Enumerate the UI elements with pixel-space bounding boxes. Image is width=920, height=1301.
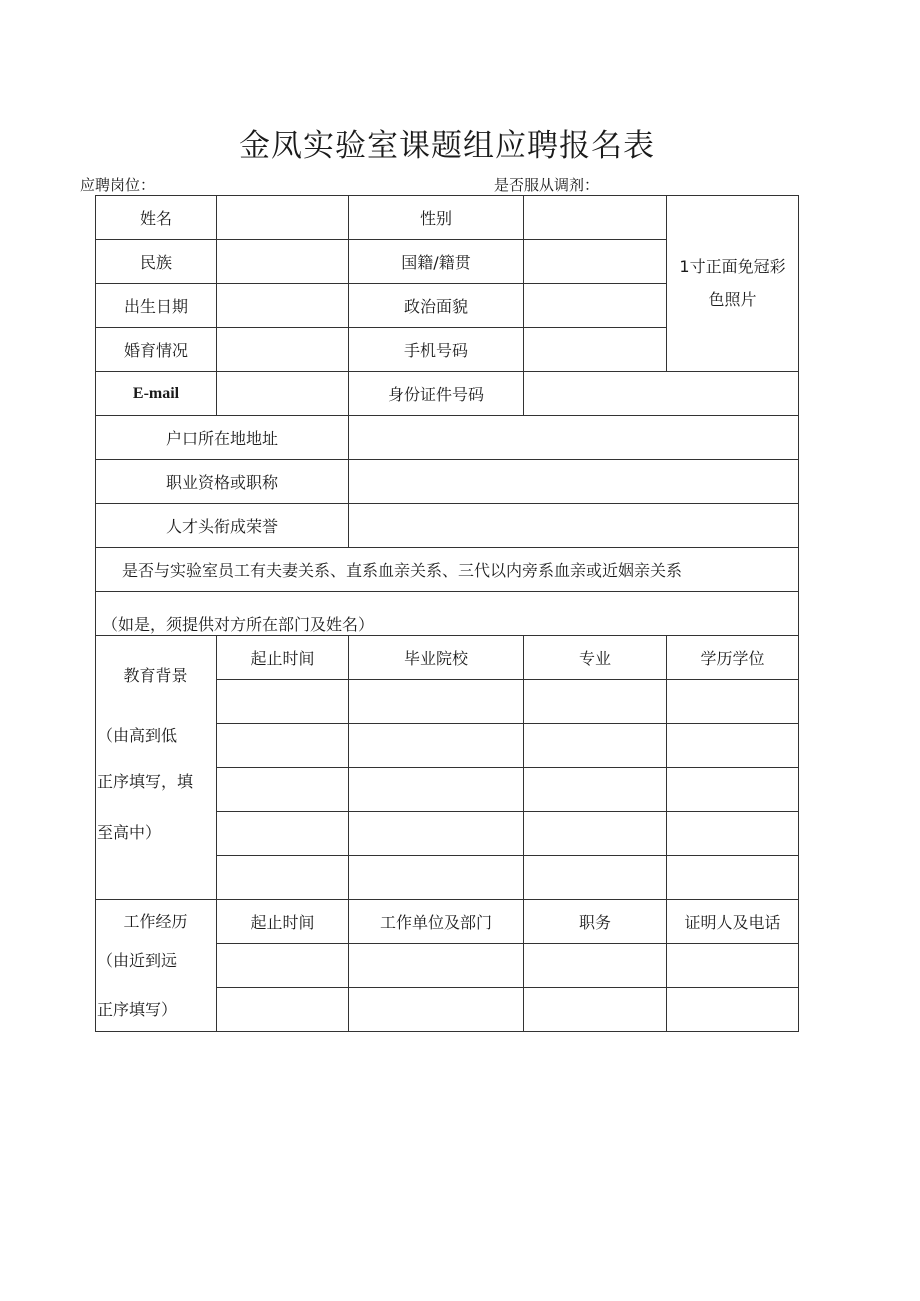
id-number-field[interactable] bbox=[524, 372, 799, 416]
political-label: 政治面貌 bbox=[349, 284, 524, 328]
table-row bbox=[96, 592, 799, 636]
page-title: 金凤实验室课题组应聘报名表 bbox=[239, 128, 655, 164]
edu-col-degree: 学历学位 bbox=[667, 636, 799, 680]
position-label: 应聘岗位： bbox=[80, 176, 156, 194]
birth-field[interactable] bbox=[217, 284, 349, 328]
honor-label: 人才头衔成荣誉 bbox=[96, 504, 349, 548]
table-row bbox=[96, 636, 799, 680]
education-label: 教育背景 bbox=[123, 666, 188, 685]
edu-col-major: 专业 bbox=[524, 636, 667, 680]
marital-label: 婚育情况 bbox=[96, 328, 217, 372]
nationality-label: 国籍/籍贯 bbox=[349, 240, 524, 284]
work-cell[interactable] bbox=[667, 944, 799, 988]
edu-cell[interactable] bbox=[217, 680, 349, 724]
table-row bbox=[96, 372, 799, 416]
hukou-field[interactable] bbox=[349, 416, 799, 460]
work-label: 工作经历 bbox=[123, 912, 188, 931]
edu-cell[interactable] bbox=[349, 724, 524, 768]
hukou-label: 户口所在地地址 bbox=[96, 416, 349, 460]
work-note-line1: （由近到远 bbox=[97, 951, 178, 970]
education-label-cell bbox=[96, 636, 217, 900]
ethnicity-label: 民族 bbox=[96, 240, 217, 284]
gender-field[interactable] bbox=[524, 196, 667, 240]
email-field[interactable] bbox=[217, 372, 349, 416]
phone-label: 手机号码 bbox=[349, 328, 524, 372]
nationality-field[interactable] bbox=[524, 240, 667, 284]
work-cell[interactable] bbox=[524, 944, 667, 988]
work-label-cell bbox=[96, 900, 217, 1032]
edu-cell[interactable] bbox=[217, 768, 349, 812]
marital-field[interactable] bbox=[217, 328, 349, 372]
edu-cell[interactable] bbox=[524, 768, 667, 812]
education-note-line2: 正序填写，填 bbox=[97, 772, 194, 791]
edu-cell[interactable] bbox=[524, 680, 667, 724]
ethnicity-field[interactable] bbox=[217, 240, 349, 284]
honor-field[interactable] bbox=[349, 504, 799, 548]
work-col-period: 起止时间 bbox=[217, 900, 349, 944]
edu-col-school: 毕业院校 bbox=[349, 636, 524, 680]
edu-cell[interactable] bbox=[667, 856, 799, 900]
qualification-label: 职业资格或职称 bbox=[96, 460, 349, 504]
work-col-title: 职务 bbox=[524, 900, 667, 944]
table-row bbox=[96, 548, 799, 592]
work-col-reference: 证明人及电话 bbox=[667, 900, 799, 944]
work-cell[interactable] bbox=[349, 988, 524, 1032]
relation-question: 是否与实验室员工有夫妻关系、直系血亲关系、三代以内旁系血亲或近姻亲关系 bbox=[96, 548, 799, 592]
relation-note: （如是，须提供对方所在部门及姓名） bbox=[102, 615, 375, 634]
edu-cell[interactable] bbox=[667, 812, 799, 856]
qualification-field[interactable] bbox=[349, 460, 799, 504]
email-label: E-mail bbox=[96, 372, 217, 416]
table-row bbox=[96, 460, 799, 504]
edu-cell[interactable] bbox=[667, 724, 799, 768]
education-note-line3: 至高中） bbox=[97, 823, 162, 842]
work-cell[interactable] bbox=[217, 944, 349, 988]
table-row bbox=[96, 416, 799, 460]
name-field[interactable] bbox=[217, 196, 349, 240]
edu-cell[interactable] bbox=[667, 680, 799, 724]
name-label: 姓名 bbox=[96, 196, 217, 240]
edu-cell[interactable] bbox=[667, 768, 799, 812]
photo-label-line2: 色照片 bbox=[708, 290, 757, 309]
work-note-line2: 正序填写） bbox=[97, 1000, 178, 1019]
photo-label-line1: 1寸正面免冠彩 bbox=[679, 257, 786, 276]
edu-cell[interactable] bbox=[524, 856, 667, 900]
work-cell[interactable] bbox=[217, 988, 349, 1032]
gender-label: 性别 bbox=[349, 196, 524, 240]
table-row bbox=[96, 504, 799, 548]
work-col-employer: 工作单位及部门 bbox=[349, 900, 524, 944]
edu-cell[interactable] bbox=[349, 768, 524, 812]
edu-cell[interactable] bbox=[349, 680, 524, 724]
relation-note-field[interactable] bbox=[96, 592, 799, 636]
photo-box[interactable] bbox=[667, 196, 799, 372]
edu-cell[interactable] bbox=[217, 856, 349, 900]
edu-cell[interactable] bbox=[524, 724, 667, 768]
political-field[interactable] bbox=[524, 284, 667, 328]
edu-cell[interactable] bbox=[217, 812, 349, 856]
phone-field[interactable] bbox=[524, 328, 667, 372]
adjust-label: 是否服从调剂： bbox=[494, 176, 600, 194]
birth-label: 出生日期 bbox=[96, 284, 217, 328]
edu-cell[interactable] bbox=[524, 812, 667, 856]
work-cell[interactable] bbox=[349, 944, 524, 988]
application-form-table bbox=[95, 195, 799, 1032]
table-row bbox=[96, 196, 799, 240]
id-number-label: 身份证件号码 bbox=[349, 372, 524, 416]
work-cell[interactable] bbox=[667, 988, 799, 1032]
edu-cell[interactable] bbox=[349, 812, 524, 856]
edu-cell[interactable] bbox=[217, 724, 349, 768]
edu-cell[interactable] bbox=[349, 856, 524, 900]
education-note-line1: （由高到低 bbox=[97, 726, 178, 745]
edu-col-period: 起止时间 bbox=[217, 636, 349, 680]
table-row bbox=[96, 900, 799, 944]
work-cell[interactable] bbox=[524, 988, 667, 1032]
